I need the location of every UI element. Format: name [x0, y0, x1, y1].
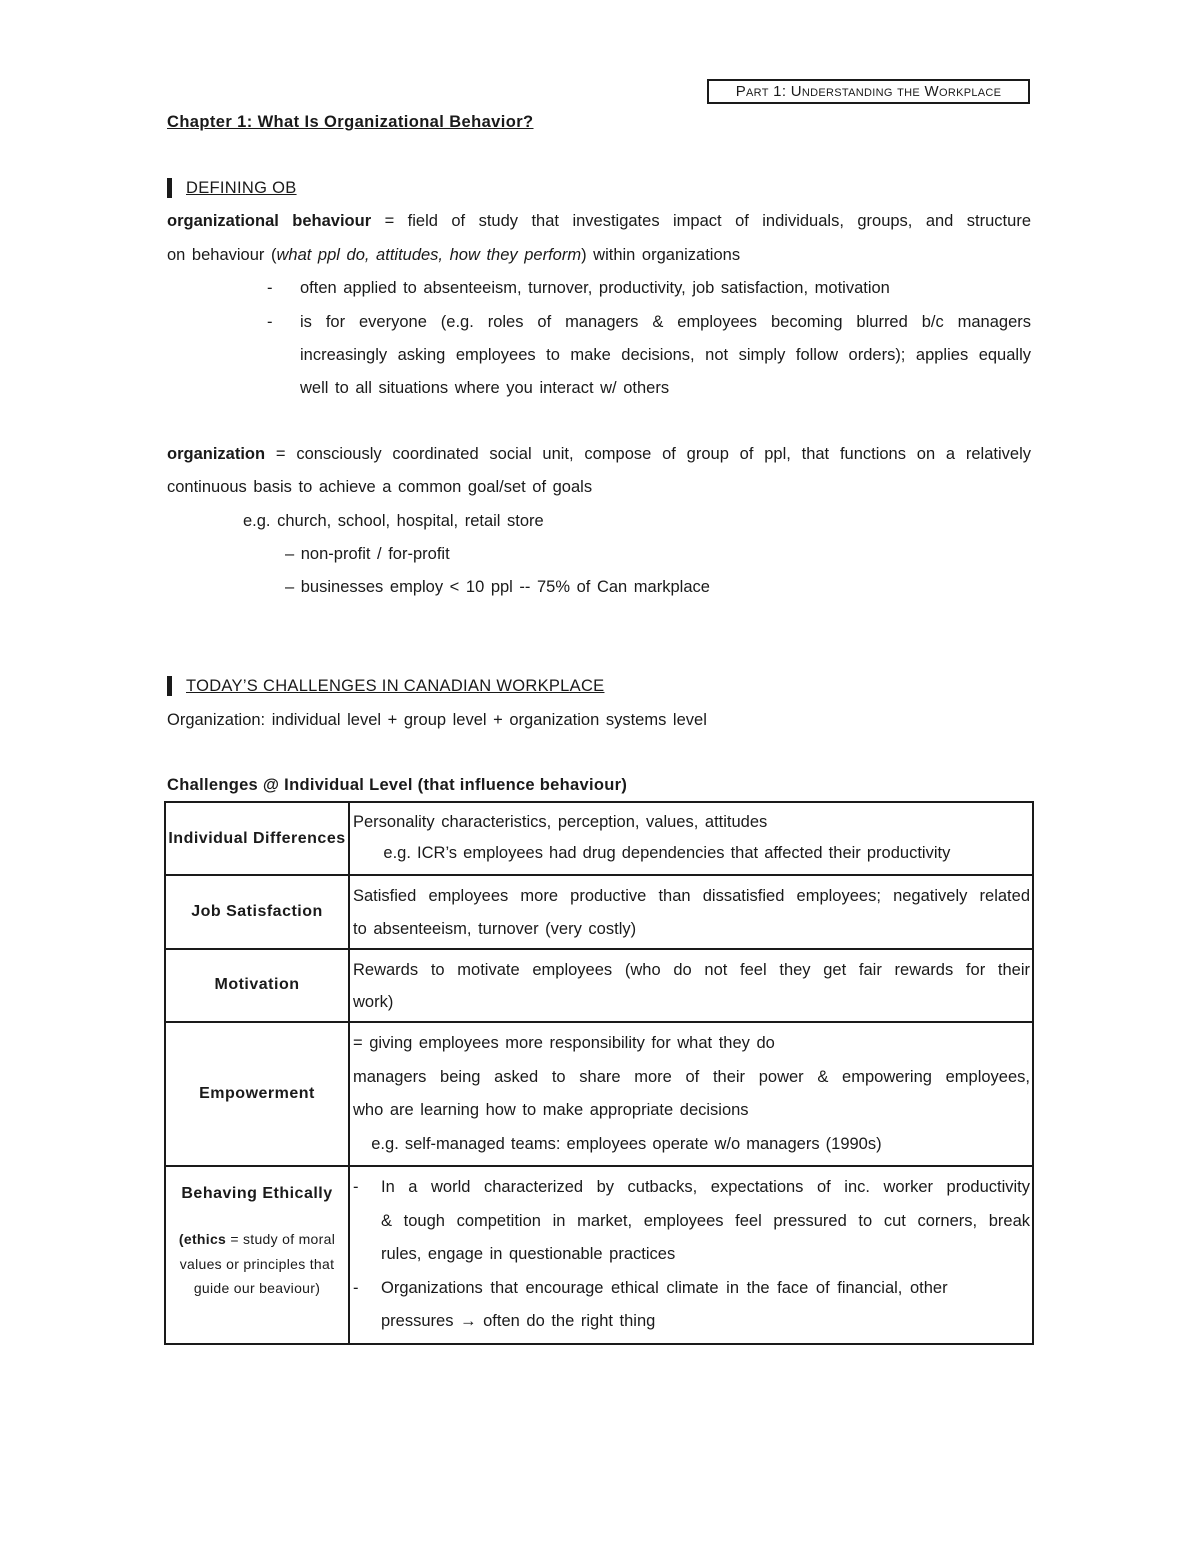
- bullet-2-line-3: well to all situations where you interact w/ others: [300, 379, 670, 397]
- bullet-2-line-2: increasingly asking employees to make decisions, not simply follow orders); applies equally: [300, 346, 1031, 364]
- row-line: rules, engage in questionable practices: [381, 1245, 676, 1263]
- section-marker: [167, 676, 172, 696]
- table-row: [165, 1022, 1033, 1166]
- row-content: [349, 875, 1033, 949]
- row-line: = giving employees more responsibility for what they do: [353, 1034, 775, 1052]
- table-row: [165, 1166, 1033, 1344]
- example-sub-1: – non-profit / for-profit: [285, 545, 450, 563]
- list-item: [353, 1171, 1030, 1272]
- row-line: managers being asked to share more of their power & empowering employees,: [353, 1067, 1030, 1086]
- ethics-note-term: (ethics: [178, 1231, 227, 1247]
- section-heading-text: DEFINING OB: [186, 178, 297, 197]
- organization-term: organization: [167, 445, 266, 463]
- row-line: Personality characteristics, perception, values, attitudes: [353, 813, 768, 831]
- row-line: e.g. ICR’s employees had drug dependencies that affected their productivity: [353, 844, 951, 862]
- definition-text-2a: on behaviour (: [167, 246, 277, 264]
- table-row: [165, 802, 1033, 875]
- definition-text-2b: what ppl do, attitudes, how they perform: [276, 246, 582, 264]
- row-line: In a world characterized by cutbacks, expectations of inc. worker productivity: [381, 1178, 1030, 1196]
- section-heading-defining-ob: [167, 178, 297, 198]
- row-label: [165, 1166, 349, 1344]
- table-row: [165, 875, 1033, 949]
- row-line: Organizations that encourage ethical climate in the face of financial, other: [381, 1278, 948, 1297]
- definition-line-2: [167, 245, 740, 265]
- part-label: Part 1: Understanding the Workplace: [707, 79, 1030, 104]
- row-line: e.g. self-managed teams: employees operate w/o managers (1990s): [353, 1134, 882, 1153]
- section-heading-challenges: [167, 676, 604, 696]
- example-sub-2: – businesses employ < 10 ppl -- 75% of Can markplace: [285, 578, 710, 596]
- row-label: Individual Differences: [165, 802, 349, 875]
- definition-term: organizational behaviour: [167, 212, 372, 230]
- section-marker: [167, 178, 172, 198]
- bullet-marker: -: [267, 279, 273, 297]
- bullet-marker: -: [267, 313, 273, 331]
- row-label: Motivation: [165, 949, 349, 1023]
- row-content: [349, 802, 1033, 875]
- definition-line-1: [167, 211, 1031, 231]
- row-line: to absenteeism, turnover (very costly): [353, 919, 637, 938]
- bullet-2-line-1: is for everyone (e.g. roles of managers & employees becoming blurred b/c managers: [300, 313, 1031, 331]
- bullet-marker: -: [353, 1178, 359, 1196]
- table-title: Challenges @ Individual Level (that influence behaviour): [167, 776, 628, 794]
- row-content: [349, 949, 1033, 1023]
- row-line: work): [353, 993, 394, 1011]
- row-line: & tough competition in market, employees feel pressured to cut corners, break: [381, 1211, 1030, 1230]
- definition-text-1: = field of study that investigates impact of individuals, groups, and structure: [371, 212, 1031, 230]
- row-line: Rewards to motivate employees (who do not feel they get fair rewards for their: [353, 960, 1030, 979]
- organization-line-1: [167, 444, 1031, 464]
- challenges-table: [164, 801, 1034, 1345]
- bullet-marker: -: [353, 1278, 359, 1297]
- example-line: e.g. church, school, hospital, retail store: [243, 512, 544, 530]
- list-item: [353, 1272, 1030, 1339]
- row-line: pressures → often do the right thing: [381, 1312, 656, 1330]
- row-label: Empowerment: [165, 1022, 349, 1166]
- ethics-note: [166, 1227, 348, 1301]
- ethics-label: Behaving Ethically: [181, 1185, 333, 1202]
- row-label: Job Satisfaction: [165, 875, 349, 949]
- section-heading-text: TODAY’S CHALLENGES IN CANADIAN WORKPLACE: [186, 676, 605, 695]
- row-line: Satisfied employees more productive than dissatisfied employees; negatively related: [353, 887, 1030, 905]
- row-content: [349, 1166, 1033, 1344]
- organization-text-1: = consciously coordinated social unit, compose of group of ppl, that functions on a relatively: [265, 445, 1031, 463]
- organization-line-2: continuous basis to achieve a common goal/set of goals: [167, 478, 593, 496]
- ethics-note-text: = study of moral values or principles that guide our beaviour): [179, 1231, 336, 1296]
- row-line: who are learning how to make appropriate decisions: [353, 1101, 749, 1119]
- bullet-1: often applied to absenteeism, turnover, productivity, job satisfaction, motivation: [300, 279, 890, 297]
- chapter-title: Chapter 1: What Is Organizational Behavior?: [167, 113, 534, 131]
- definition-text-2c: ) within organizations: [581, 246, 741, 264]
- row-content: [349, 1022, 1033, 1166]
- table-row: [165, 949, 1033, 1023]
- levels-line: Organization: individual level + group level + organization systems level: [167, 711, 707, 729]
